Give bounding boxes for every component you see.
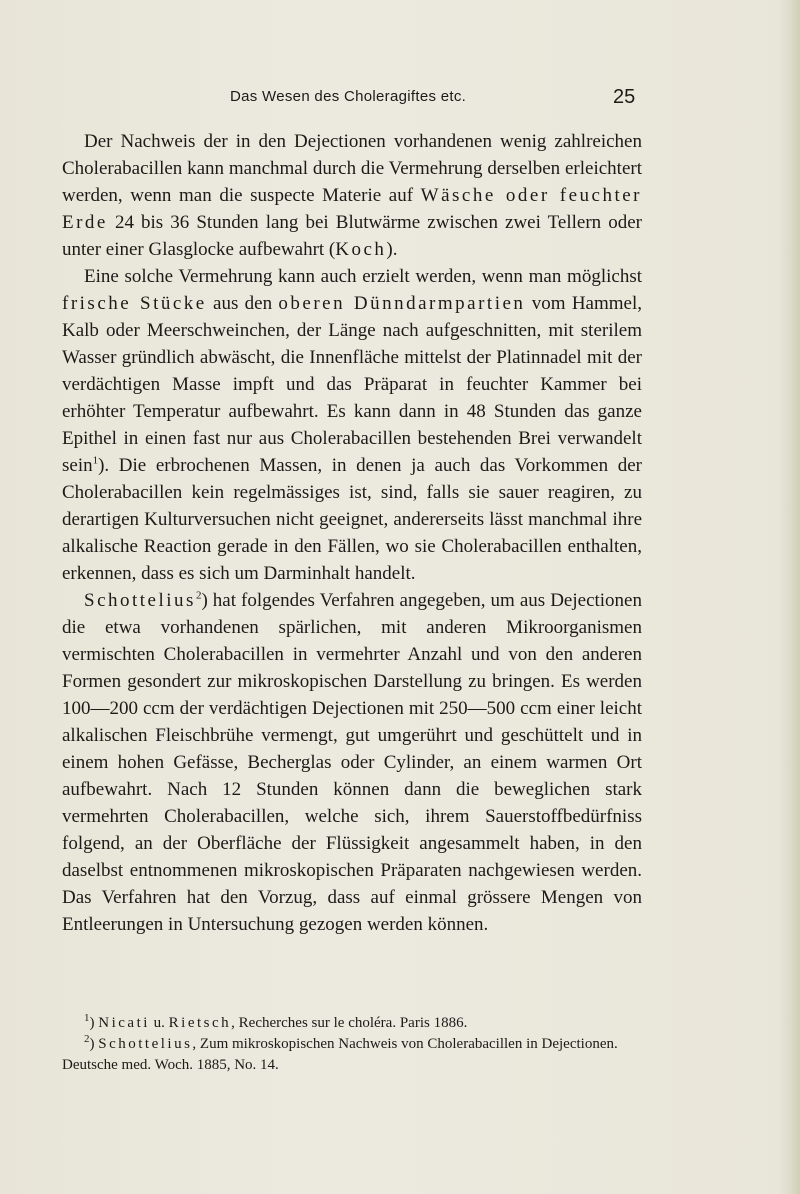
page-edge — [778, 0, 800, 1194]
text-run: ). — [386, 239, 398, 260]
emphasized-text: Wäsche oder feuchter Erde — [62, 185, 642, 233]
author-name: Rietsch — [168, 1015, 232, 1031]
emphasized-text: oberen Dünndarmpartien — [278, 293, 526, 314]
text-run: ) hat folgendes Verfahren angegeben, um aus Dejectionen die etwa vorhandenen spärlichen, mit anderen Mikroorganismen vermischten Cholerabacillen in vermehrter Anzahl und von den anderen Formen gesondert zur mikroskopischen Darstellung zu bringen. Es werden 100—200 ccm der verdächtigen Dejectionen mit 250—500 ccm einer leicht alkalischen Fleischbrühe vermengt, gut umgerührt und geschüttelt und in einem hohen Gefässe, Becherglas oder Cylinder, an einem warmen Ort aufbewahrt. Nach 12 Stunden können dann die beweglichen stark vermehrten Cholerabacillen, welche sich, ihrem Sauerstoffbedürfniss folgend, an der Oberfläche der Flüssigkeit angesammelt haben, in den daselbst entnommenen mikroskopischen Präparaten nachgewiesen werden. Das Verfahren hat den Vorzug, dass auf einmal grössere Mengen von Entleerungen in Untersuchung gezogen werden können. — [62, 590, 642, 935]
text-run: , Recherches sur le choléra. Paris 1886. — [231, 1015, 468, 1031]
footnote-ref-2[interactable]: 2 — [195, 589, 202, 602]
text-run: 24 bis 36 Stunden lang bei Blutwärme zwischen zwei Tellern oder unter einer Glasglocke aufbewahrt ( — [62, 212, 642, 260]
text-run: Eine solche Vermehrung kann auch erzielt werden, wenn man möglichst — [84, 266, 642, 287]
author-name: Schottelius — [84, 590, 196, 611]
text-run: vom Hammel, Kalb oder Meerschweinchen, der Länge nach aufgeschnitten, mit sterilem Wasser gründlich abwäscht, die Innenfläche mittelst der Platinnadel mit der verdächtigen Masse impft und das Präparat in feuchter Kammer bei erhöhter Temperatur aufbewahrt. Es kann dann in 48 Stunden das ganze Epithel in einen fast nur aus Cholerabacillen bestehenden Brei verwandelt sein — [62, 293, 642, 476]
body-text — [62, 128, 642, 938]
running-title: Das Wesen des Choleragiftes etc. — [230, 88, 467, 105]
text-run: u. — [149, 1015, 169, 1031]
footnote-marker: 2 — [84, 1033, 90, 1045]
footnote-ref-1[interactable]: 1 — [92, 454, 99, 467]
paragraph-1 — [62, 128, 642, 263]
text-run: aus den — [206, 293, 279, 314]
text-run: ). Die erbrochenen Massen, in denen ja auch das Vorkommen der Cholerabacillen kein regelmässiges ist, sind, falls sie sauer reagiren, zu derartigen Kulturversuchen nicht geeignet, andererseits lässt manchmal ihre alkalische Reaction gerade in den Fällen, wo sie Cholerabacillen enthalten, erkennen, dass es sich um Darminhalt handelt. — [62, 455, 642, 584]
footnotes — [62, 1013, 662, 1076]
paragraph-2 — [62, 263, 642, 587]
footnote-1: $^1$) Nicati u. Rietsch, Recherches sur le choléra. Paris 1886. — [84, 1012, 468, 1031]
author-name: Nicati — [98, 1015, 150, 1031]
author-name: Koch — [335, 239, 387, 260]
footnote-marker: 1 — [84, 1012, 90, 1024]
footnote-2: $^2$) Schottelius, Zum mikroskopischen Nachweis von Cholerabacillen in Dejectionen. Deutsche med. Woch. 1885, No. 14. — [62, 1033, 618, 1073]
paragraph-3 — [62, 587, 642, 938]
page-number: 25 — [613, 86, 636, 108]
text-run: , Zum mikroskopischen Nachweis von Cholerabacillen in Dejectionen. Deutsche med. Woch. 1885, No. 14. — [62, 1036, 618, 1073]
author-name: Schottelius — [98, 1036, 193, 1052]
emphasized-text: frische Stücke — [62, 293, 207, 314]
text-run: Der Nachweis der in den Dejectionen vorhandenen wenig zahlreichen Cholerabacillen kann manchmal durch die Vermehrung derselben erleichtert werden, wenn man die suspecte Materie auf — [62, 131, 642, 206]
